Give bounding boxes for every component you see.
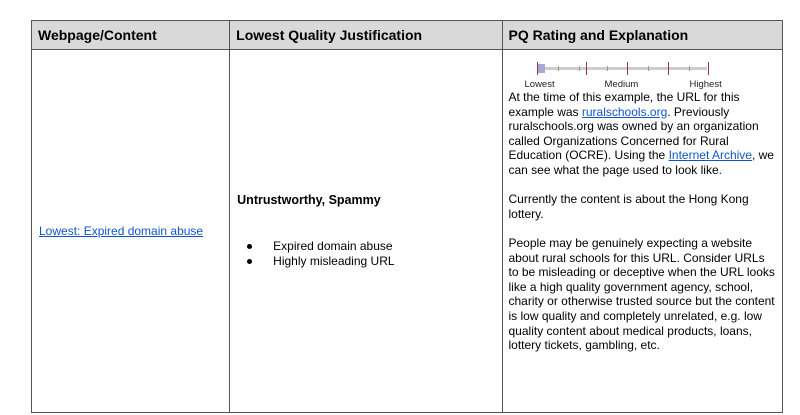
explanation-text: . Previously ruralschools.org was owned by an organization called Organizations Concerned for Rural Education (OCRE). Using the [508,104,759,163]
content-cell [32,50,230,413]
list-item [247,239,501,254]
list-item-text: Highly misleading URL [273,254,395,268]
rating-table [31,20,783,413]
rating-tick [689,66,690,71]
table-row [32,50,783,413]
bullet-icon [247,244,252,249]
rating-cell [502,50,783,413]
justification-cell [230,50,502,413]
rating-scale-selected-marker [537,64,545,73]
list-item [247,254,501,269]
scale-label-lowest: Lowest [524,79,555,90]
header-pq-rating-explanation: PQ Rating and Explanation [502,21,783,50]
rating-tick [558,66,559,71]
explanation-paragraph-3: People may be genuinely expecting a website about rural schools for this URL. Consider URLs to be misleading or deceptive when the URL looks like a high quality government agency, school, charity or otherwise trusted source but the content is low quality and completely unrelated, e.g. low quality content about medical products, loans, lottery tickets, gambling, etc. [508,235,775,353]
rating-scale-track [537,67,707,70]
justification-title: Untrustworthy, Spammy [237,193,381,207]
rating-scale [513,60,722,90]
header-lowest-quality-justification: Lowest Quality Justification [230,21,502,50]
internet-archive-link[interactable]: Internet Archive [668,148,752,163]
bullet-icon [247,259,252,264]
ruralschools-link[interactable]: ruralschools.org [581,104,668,119]
rating-tick [579,66,580,71]
list-item-text: Expired domain abuse [273,239,393,253]
rating-tick [537,62,538,75]
content-link[interactable]: Lowest: Expired domain abuse [39,224,204,238]
rating-tick [708,62,709,75]
explanation-paragraph-1 [509,90,777,178]
explanation-text: At the time of this example, the URL for this example was [508,90,740,119]
rating-tick [607,66,608,71]
explanation-paragraph-2: Currently the content is about the Hong Kong lottery. [508,192,749,221]
rating-tick [627,62,628,75]
table-header-row [32,21,783,50]
scale-label-medium: Medium [604,79,639,90]
header-webpage-content: Webpage/Content [32,21,230,50]
scale-label-highest: Highest [689,79,722,90]
justification-list [237,239,501,269]
explanation-text: , we can see what the page used to look like. [508,148,774,177]
rating-tick [586,62,587,75]
rating-tick [648,66,649,71]
rating-tick [668,62,669,75]
